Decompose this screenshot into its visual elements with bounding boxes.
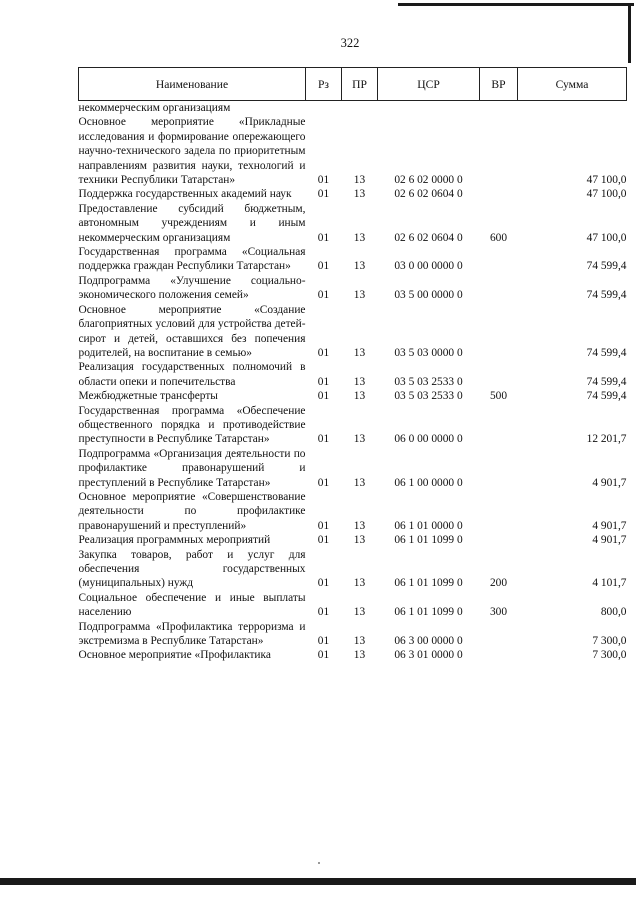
header-sum: Сумма bbox=[518, 68, 627, 101]
row-sum: 74 599,4 bbox=[586, 260, 627, 273]
row-csr: 06 3 01 0000 0 bbox=[394, 649, 463, 662]
row-name: Межбюджетные трансферты bbox=[78, 390, 218, 403]
row-name: Предоставление субсидий бюджетным, автономным учреждениям и иным некоммерческим организациям bbox=[78, 202, 306, 244]
row-vr bbox=[480, 101, 518, 116]
row-vr bbox=[480, 115, 518, 187]
row-vr bbox=[480, 648, 518, 662]
row-name: Основное мероприятие «Совершенствование деятельности по профилактике правонарушений и преступлений» bbox=[78, 490, 306, 532]
row-csr: 06 3 00 0000 0 bbox=[394, 635, 463, 648]
row-csr: 03 5 03 2533 0 bbox=[394, 390, 463, 403]
row-vr: 600 bbox=[489, 231, 508, 244]
table-row bbox=[79, 101, 627, 116]
row-pr: 13 bbox=[353, 534, 366, 547]
row-csr: 06 0 00 0000 0 bbox=[394, 433, 463, 446]
row-rz: 01 bbox=[317, 188, 330, 201]
row-sum: 4 101,7 bbox=[592, 577, 627, 590]
row-rz: 01 bbox=[317, 649, 330, 662]
row-pr bbox=[342, 101, 378, 116]
scan-edge-top bbox=[398, 3, 634, 6]
row-rz: 01 bbox=[317, 577, 330, 590]
row-name: Реализация программных мероприятий bbox=[78, 534, 271, 547]
table-row bbox=[79, 202, 627, 245]
table-row bbox=[79, 245, 627, 274]
table-row bbox=[79, 591, 627, 620]
row-vr bbox=[480, 404, 518, 447]
page-number: 322 bbox=[340, 36, 360, 50]
table-row bbox=[79, 303, 627, 361]
row-name: Закупка товаров, работ и услуг для обеспечения государственных (муниципальных) нужд bbox=[78, 548, 306, 590]
row-rz: 01 bbox=[317, 260, 330, 273]
row-rz: 01 bbox=[317, 231, 330, 244]
row-sum: 4 901,7 bbox=[592, 476, 627, 489]
row-pr: 13 bbox=[353, 174, 366, 187]
row-pr: 13 bbox=[353, 231, 366, 244]
table-row bbox=[79, 548, 627, 591]
row-vr bbox=[480, 490, 518, 533]
budget-table bbox=[78, 67, 627, 663]
row-name: Поддержка государственных академий наук bbox=[78, 188, 292, 201]
row-csr: 06 1 01 1099 0 bbox=[394, 606, 463, 619]
row-sum: 47 100,0 bbox=[586, 174, 627, 187]
row-sum: 800,0 bbox=[600, 606, 627, 619]
row-rz: 01 bbox=[317, 606, 330, 619]
row-rz: 01 bbox=[317, 519, 330, 532]
row-rz: 01 bbox=[317, 346, 330, 359]
row-pr: 13 bbox=[353, 476, 366, 489]
row-pr: 13 bbox=[353, 635, 366, 648]
row-rz: 01 bbox=[317, 476, 330, 489]
row-rz bbox=[306, 101, 342, 116]
row-sum: 12 201,7 bbox=[586, 433, 627, 446]
row-vr bbox=[480, 187, 518, 201]
row-pr: 13 bbox=[353, 390, 366, 403]
row-sum: 47 100,0 bbox=[586, 231, 627, 244]
row-pr: 13 bbox=[353, 375, 366, 388]
row-csr: 06 1 01 0000 0 bbox=[394, 519, 463, 532]
row-vr bbox=[480, 303, 518, 361]
row-pr: 13 bbox=[353, 289, 366, 302]
row-sum: 74 599,4 bbox=[586, 390, 627, 403]
row-pr: 13 bbox=[353, 260, 366, 273]
header-rz: Рз bbox=[306, 68, 342, 101]
row-vr bbox=[480, 533, 518, 547]
row-pr: 13 bbox=[353, 346, 366, 359]
row-csr: 06 1 01 1099 0 bbox=[394, 534, 463, 547]
row-name: Основное мероприятие «Профилактика bbox=[78, 649, 271, 662]
row-csr: 06 1 00 0000 0 bbox=[394, 476, 463, 489]
scan-edge-top-right bbox=[628, 3, 631, 63]
row-csr: 03 0 00 0000 0 bbox=[394, 260, 463, 273]
row-vr: 200 bbox=[489, 577, 508, 590]
row-vr bbox=[480, 360, 518, 389]
row-csr: 02 6 02 0000 0 bbox=[394, 174, 463, 187]
row-rz: 01 bbox=[317, 289, 330, 302]
row-vr: 300 bbox=[489, 606, 508, 619]
header-vr: ВР bbox=[480, 68, 518, 101]
row-sum: 74 599,4 bbox=[586, 375, 627, 388]
row-pr: 13 bbox=[353, 649, 366, 662]
row-vr bbox=[480, 620, 518, 649]
table-row bbox=[79, 187, 627, 201]
table-row bbox=[79, 115, 627, 187]
row-csr: 03 5 00 0000 0 bbox=[394, 289, 463, 302]
row-sum: 74 599,4 bbox=[586, 346, 627, 359]
table-row bbox=[79, 533, 627, 547]
row-vr bbox=[480, 245, 518, 274]
row-pr: 13 bbox=[353, 433, 366, 446]
row-name: Реализация государственных полномочий в области опеки и попечительства bbox=[78, 361, 306, 388]
header-csr: ЦСР bbox=[378, 68, 480, 101]
row-sum: 74 599,4 bbox=[586, 289, 627, 302]
row-csr: 03 5 03 2533 0 bbox=[394, 375, 463, 388]
row-pr: 13 bbox=[353, 577, 366, 590]
row-sum: 4 901,7 bbox=[592, 519, 627, 532]
row-csr: 03 5 03 0000 0 bbox=[394, 346, 463, 359]
header-name: Наименование bbox=[79, 68, 306, 101]
row-rz: 01 bbox=[317, 390, 330, 403]
row-name: Подпрограмма «Организация деятельности по профилактике правонарушений и преступлений в Республике Татарстан» bbox=[78, 447, 306, 489]
row-sum: 7 300,0 bbox=[592, 635, 627, 648]
row-sum: 4 901,7 bbox=[592, 534, 627, 547]
table-row bbox=[79, 620, 627, 649]
row-csr: 02 6 02 0604 0 bbox=[394, 188, 463, 201]
row-pr: 13 bbox=[353, 188, 366, 201]
table-header-row bbox=[79, 68, 627, 101]
row-name: Социальное обеспечение и иные выплаты населению bbox=[78, 591, 306, 619]
row-rz: 01 bbox=[317, 433, 330, 446]
row-csr bbox=[378, 101, 480, 116]
row-rz: 01 bbox=[317, 635, 330, 648]
row-name: некоммерческим организациям bbox=[78, 102, 231, 114]
header-pr: ПР bbox=[342, 68, 378, 101]
table-row bbox=[79, 404, 627, 447]
table-row bbox=[79, 360, 627, 389]
row-name: Подпрограмма «Профилактика терроризма и экстремизма в Республике Татарстан» bbox=[78, 620, 306, 648]
table-row bbox=[79, 648, 627, 662]
row-csr: 06 1 01 1099 0 bbox=[394, 577, 463, 590]
row-vr bbox=[480, 274, 518, 303]
table-row bbox=[79, 274, 627, 303]
table-row bbox=[79, 490, 627, 533]
row-sum: 47 100,0 bbox=[586, 188, 627, 201]
row-vr bbox=[480, 447, 518, 490]
row-vr: 500 bbox=[489, 390, 508, 403]
row-csr: 02 6 02 0604 0 bbox=[394, 231, 463, 244]
row-name: Государственная программа «Социальная поддержка граждан Республики Татарстан» bbox=[78, 246, 306, 273]
scan-speck bbox=[318, 862, 320, 864]
row-pr: 13 bbox=[353, 606, 366, 619]
row-rz: 01 bbox=[317, 174, 330, 187]
row-name: Подпрограмма «Улучшение социально-экономического положения семей» bbox=[78, 274, 306, 302]
row-name: Государственная программа «Обеспечение общественного порядка и противодействие преступности в Республике Татарстан» bbox=[78, 404, 306, 446]
row-rz: 01 bbox=[317, 534, 330, 547]
table-row bbox=[79, 447, 627, 490]
row-name: Основное мероприятие «Прикладные исследования и формирование опережающего научно-технического задела по приоритетным направлениям развития науки, технологий и техники Республики Татарстан» bbox=[78, 116, 306, 187]
row-sum: 7 300,0 bbox=[592, 649, 627, 662]
row-name: Основное мероприятие «Создание благоприятных условий для устройства детей-сирот и детей, оставшихся без попечения родителей, на воспитание в семью» bbox=[78, 303, 306, 359]
row-pr: 13 bbox=[353, 519, 366, 532]
scan-edge-bottom bbox=[0, 878, 636, 885]
table-row bbox=[79, 389, 627, 403]
row-sum bbox=[518, 101, 627, 116]
row-rz: 01 bbox=[317, 375, 330, 388]
